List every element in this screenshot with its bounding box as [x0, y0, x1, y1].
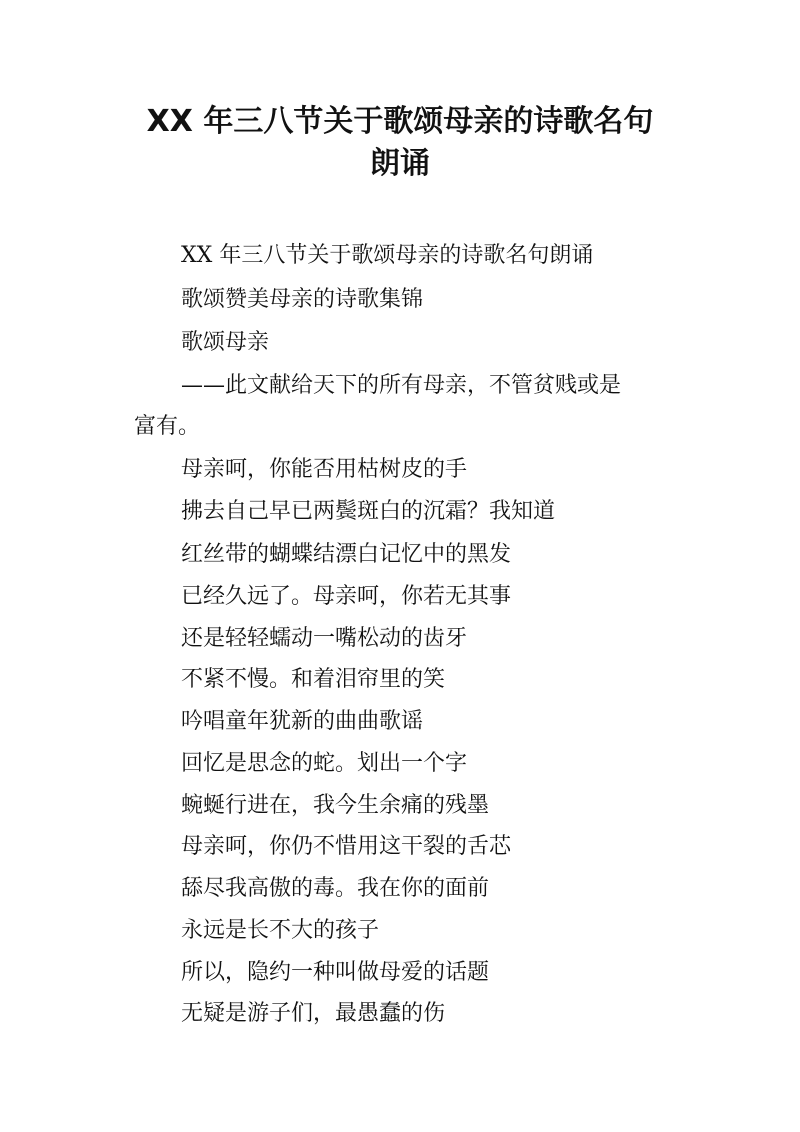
- document-title-line-2: 朗诵: [370, 146, 430, 181]
- poem-line: 吟唱童年犹新的曲曲歌谣: [181, 709, 424, 734]
- poem-line: 不紧不慢。和着泪帘里的笑: [181, 667, 446, 692]
- poem-line: 回忆是思念的蛇。划出一个字: [181, 751, 468, 776]
- poem-line: 永远是长不大的孩子: [181, 918, 380, 943]
- poem-line: 红丝带的蝴蝶结漂白记忆中的黑发: [181, 542, 512, 567]
- dedication-continuation-line: 富有。: [134, 414, 201, 439]
- poem-line: 还是轻轻蠕动一嘴松动的齿牙: [181, 626, 468, 651]
- poem-line: 所以，隐约一种叫做母爱的话题: [181, 960, 490, 985]
- dedication-line: ——此文献给天下的所有母亲，不管贫贱或是: [181, 373, 622, 398]
- poem-line: 已经久远了。母亲呵，你若无其事: [181, 584, 512, 609]
- collection-title-line: 歌颂赞美母亲的诗歌集锦: [181, 287, 424, 312]
- subtitle-line: XX 年三八节关于歌颂母亲的诗歌名句朗诵: [181, 243, 594, 268]
- poem-line: 母亲呵，你能否用枯树皮的手: [181, 457, 468, 482]
- poem-title-line: 歌颂母亲: [181, 330, 270, 355]
- poem-line: 蜿蜒行进在，我今生余痛的残墨: [181, 793, 490, 818]
- poem-line: 舔尽我高傲的毒。我在你的面前: [181, 876, 490, 901]
- poem-line: 无疑是游子们，最愚蠢的伤: [181, 1001, 446, 1026]
- poem-line: 拂去自己早已两鬓斑白的沉霜？我知道: [181, 499, 556, 524]
- document-title-line-1: XX 年三八节关于歌颂母亲的诗歌名句: [146, 104, 654, 139]
- poem-line: 母亲呵，你仍不惜用这干裂的舌芯: [181, 834, 512, 859]
